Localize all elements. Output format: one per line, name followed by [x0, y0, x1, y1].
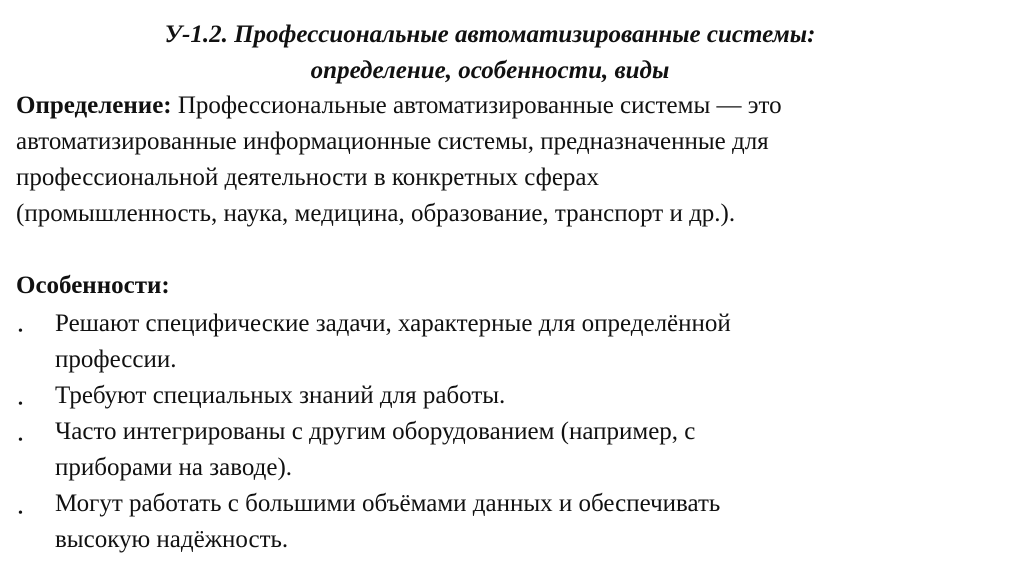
feature-item-1-line-2: профессии.	[55, 346, 177, 373]
bullet-icon: •	[18, 506, 23, 521]
feature-item-4-line-2: высокую надёжность.	[55, 526, 289, 553]
definition-line-1	[16, 88, 1016, 124]
feature-item-2-line-1: Требуют специальных знаний для работы.	[55, 382, 506, 409]
feature-item-4-line-1: Могут работать с большими объёмами данных и обеспечивать	[55, 490, 721, 517]
definition-line-4: (промышленность, наука, медицина, образование, транспорт и др.).	[16, 200, 736, 227]
bullet-icon: •	[18, 397, 23, 412]
feature-item-3-line-2: приборами на заводе).	[55, 454, 293, 481]
slide-title-line-1: У-1.2. Профессиональные автоматизированные системы:	[164, 21, 816, 48]
definition-label: Определение:	[16, 92, 172, 119]
feature-item-1-line-1: Решают специфические задачи, характерные для определённой	[55, 310, 731, 337]
features-heading: Особенности:	[16, 272, 170, 299]
bullet-icon: •	[18, 324, 23, 339]
feature-item-3-line-1: Часто интегрированы с другим оборудованием (например, с	[55, 418, 696, 445]
definition-line-3: профессиональной деятельности в конкретных сферах	[16, 164, 600, 191]
definition-text-start: Профессиональные автоматизированные системы — это	[171, 92, 782, 119]
definition-line-2: автоматизированные информационные системы, предназначенные для	[16, 128, 769, 155]
bullet-icon: •	[18, 433, 23, 448]
slide-title-line-2: определение, особенности, виды	[310, 57, 670, 84]
